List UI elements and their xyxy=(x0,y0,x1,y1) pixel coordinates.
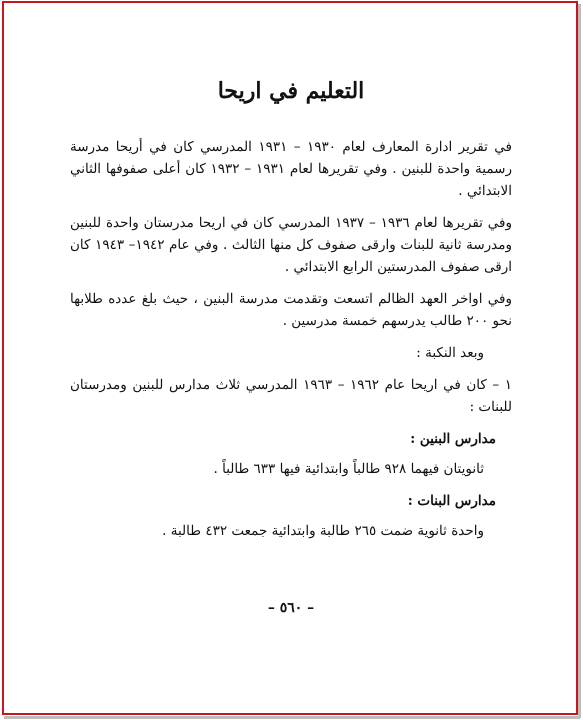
paragraph-2: وفي تقريرها لعام ١٩٣٦ – ١٩٣٧ المدرسي كان في اريحا مدرستان واحدة للبنين ومدرسة ثانية للبنات وارقى صفوف كل منها الثالث . وفي عام ١٩٤٢– ١٩٤٣ كان ارقى صفوف المدرستين الرابع الابتدائي . xyxy=(70,215,513,275)
point-1: ١ – كان في اريحا عام ١٩٦٢ – ١٩٦٣ المدرسي ثلاث مدارس للبنين ومدرستان للبنات : xyxy=(70,377,512,415)
girls-schools-heading: مدارس البنات : xyxy=(407,493,496,509)
paragraph-3: وفي اواخر العهد الظالم اتسعت وتقدمت مدرسة البنين ، حيث بلغ عدده طلابها نحو ٢٠٠ طالب يدرسهم خمسة مدرسين . xyxy=(70,291,512,329)
document-page xyxy=(70,70,512,650)
boys-schools-heading: مدارس البنين : xyxy=(410,431,496,447)
boys-schools-text: ثانويتان فيهما ٩٢٨ طالباً وابتدائية فيها ٦٣٣ طالباً . xyxy=(213,461,484,477)
frame-shadow-right xyxy=(578,4,581,718)
girls-schools-text: واحدة ثانوية ضمت ٢٦٥ طالبة وابتدائية جمعت ٤٣٢ طالبة . xyxy=(162,523,484,539)
frame-shadow-bottom xyxy=(4,716,580,719)
paragraph-1: في تقرير ادارة المعارف لعام ١٩٣٠ – ١٩٣١ المدرسي كان في أريحا مدرسة رسمية واحدة للبنين . وفي تقريرها لعام ١٩٣١ – ١٩٣٢ كان أعلى صفوفها الثاني الابتدائي . xyxy=(70,139,512,199)
page-title: التعليم في اريحا xyxy=(217,78,365,104)
after-nakba-heading: وبعد النكبة : xyxy=(416,345,484,361)
page-number: – ٥٦٠ – xyxy=(267,600,315,616)
